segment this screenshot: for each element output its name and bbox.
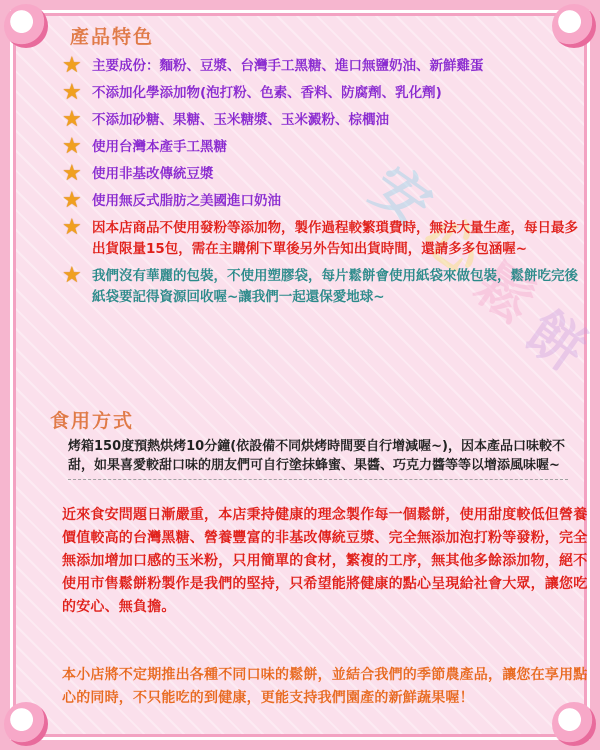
- feature-text: 使用台灣本產手工黑糖: [92, 139, 227, 155]
- feature-text: 我們沒有華麗的包裝，不使用塑膠袋，每片鬆餅會使用紙袋來做包裝，鬆餅吃完後紙袋要記得資源回收喔~讓我們一起還保愛地球~: [92, 268, 578, 305]
- feature-item: [60, 134, 580, 159]
- feature-item: [60, 263, 580, 308]
- usage-title: 食用方式: [50, 410, 135, 432]
- feature-item: [60, 215, 580, 260]
- ribbon-bow-decoration: [4, 702, 48, 746]
- ribbon-bow-decoration: [552, 4, 596, 48]
- star-icon: ★: [62, 188, 82, 213]
- star-icon: ★: [62, 134, 82, 159]
- watermark-char: 安: [359, 154, 443, 240]
- feature-text: 主要成份：麵粉、豆漿、台灣手工黑糖、進口無鹽奶油、新鮮雞蛋: [92, 58, 484, 74]
- feature-item: [60, 80, 580, 105]
- features-title: 產品特色: [70, 26, 155, 48]
- watermark-char: 餅: [514, 299, 598, 385]
- star-icon: ★: [62, 263, 82, 288]
- star-icon: ★: [62, 53, 82, 78]
- closing-paragraph: [62, 664, 592, 710]
- star-icon: ★: [62, 215, 82, 240]
- feature-text: 使用無反式脂肪之美國進口奶油: [92, 193, 281, 209]
- feature-text: 不添加化學添加物(泡打粉、色素、香料、防腐劑、乳化劑): [92, 85, 442, 101]
- feature-item: [60, 161, 580, 186]
- features-list: [60, 53, 580, 314]
- feature-item: [60, 107, 580, 132]
- star-icon: ★: [62, 161, 82, 186]
- feature-item: [60, 188, 580, 213]
- closing-text: 本小店將不定期推出各種不同口味的鬆餅，並結合我們的季節農產品，讓您在享用點心的同時，不只能吃的到健康，更能支持我們園產的新鮮蔬果喔！: [62, 667, 588, 706]
- feature-text: 因本店商品不使用發粉等添加物，製作過程較繁瑣費時，無法大量生產，每日最多出貨限量15包，需在主購俐下單後另外告知出貨時間，還請多多包涵喔~: [92, 220, 578, 257]
- watermark-char: 心: [411, 202, 495, 288]
- feature-text: 不添加砂糖、果糖、玉米糖漿、玉米澱粉、棕櫚油: [92, 112, 389, 128]
- feature-item: [60, 53, 580, 78]
- intro-text: 近來食安問題日漸嚴重，本店秉持健康的理念製作每一個鬆餅，使用甜度較低但營養價值較高的台灣黑糖、營養豐富的非基改傳統豆漿、完全無添加泡打粉等發粉，完全無添加增加口感的玉米粉，只用簡單的食材，繁複的工序，無其他多餘添加物，絕不使用市售鬆餅粉製作是我們的堅持，只希望能將健康的點心呈現給社會大眾，讓您吃的安心、無負擔。: [62, 507, 588, 615]
- watermark-char: 鬆: [462, 250, 546, 337]
- ribbon-bow-decoration: [4, 4, 48, 48]
- star-icon: ★: [62, 80, 82, 105]
- feature-text: 使用非基改傳統豆漿: [92, 166, 214, 182]
- star-icon: ★: [62, 107, 82, 132]
- usage-text: 烤箱150度預熱烘烤10分鐘(依設備不同烘烤時間要自行增減喔~)，因本產品口味較不甜，如果喜愛較甜口味的朋友們可自行塗抹蜂蜜、果醬、巧克力醬等等以增添風味喔~: [68, 437, 568, 480]
- intro-paragraph: [62, 504, 592, 619]
